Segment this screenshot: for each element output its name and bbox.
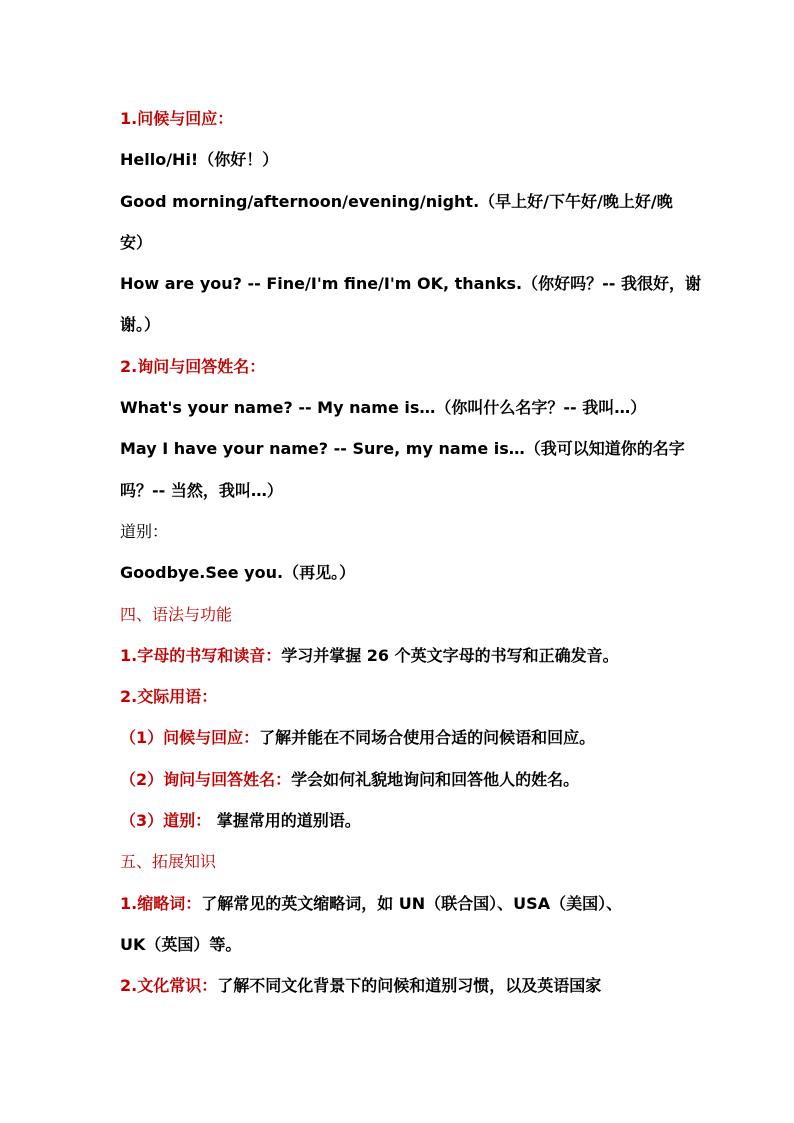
- text-run: 2.询问与回答姓名：: [120, 356, 266, 376]
- text-run: 1.字母的书写和读音：: [120, 645, 282, 665]
- text-run: 2.交际用语：: [120, 687, 218, 707]
- text-run: How are you? -- Fine/I'm fine/I'm OK, thanks.（你好吗？-- 我很好，谢: [120, 274, 701, 294]
- text-run: （1）问候与回应：: [120, 728, 260, 748]
- text-line: [120, 552, 710, 593]
- text-run: 谢。）: [120, 315, 161, 335]
- text-line: [120, 222, 710, 263]
- text-line: [120, 965, 710, 1006]
- text-line: [120, 676, 710, 717]
- text-line: [120, 98, 710, 139]
- text-run: 1.缩略词：: [120, 893, 202, 913]
- text-run: 学习并掌握 26 个英文字母的书写和正确发音。: [281, 645, 619, 665]
- text-run: 学会如何礼貌地询问和回答他人的姓名。: [291, 769, 580, 789]
- text-line: [120, 717, 710, 758]
- text-line: [120, 428, 710, 469]
- text-run: 安）: [120, 232, 153, 252]
- text-line: [120, 139, 710, 180]
- text-run: What's your name? -- My name is…（你叫什么名字？-- 我叫…）: [120, 398, 647, 418]
- text-line: [120, 181, 710, 222]
- text-line: [120, 387, 710, 428]
- document-body: [120, 98, 710, 1007]
- text-run: 了解不同文化背景下的问候和道别习惯，以及英语国家: [217, 976, 602, 996]
- text-run: May I have your name? -- Sure, my name is…（我可以知道你的名字: [120, 439, 685, 459]
- text-run: Good morning/afternoon/evening/night.（早上好/下午好/晚上好/晚: [120, 191, 673, 211]
- text-line: [120, 883, 710, 924]
- text-run: 1.问候与回应：: [120, 109, 234, 128]
- text-line: [120, 346, 710, 387]
- text-line: [120, 470, 710, 511]
- text-run: 五、拓展知识: [120, 852, 217, 872]
- text-line: [120, 924, 710, 965]
- text-line: [120, 841, 710, 882]
- text-run: 2.文化常识：: [120, 976, 218, 996]
- text-line: [120, 635, 710, 676]
- text-line: [120, 304, 710, 345]
- text-run: UK（英国）等。: [120, 934, 242, 954]
- text-run: Goodbye.See you.（再见。）: [120, 563, 356, 583]
- text-run: 四、语法与功能: [120, 604, 233, 624]
- text-run: 掌握常用的道别语。: [211, 811, 361, 831]
- text-run: 了解并能在不同场合使用合适的问候语和回应。: [259, 728, 596, 748]
- text-run: 吗？-- 当然，我叫…）: [120, 480, 283, 500]
- text-line: [120, 594, 710, 635]
- text-line: [120, 263, 710, 304]
- text-run: （2）询问与回答姓名：: [120, 769, 292, 789]
- text-run: 了解常见的英文缩略词，如 UN（联合国）、USA（美国）、: [201, 893, 623, 913]
- text-run: （3）道别：: [120, 811, 212, 831]
- text-run: Hello/Hi!（你好！）: [120, 150, 279, 170]
- text-line: [120, 759, 710, 800]
- text-run: 道别：: [120, 521, 169, 541]
- text-line: [120, 800, 710, 841]
- text-line: [120, 511, 710, 552]
